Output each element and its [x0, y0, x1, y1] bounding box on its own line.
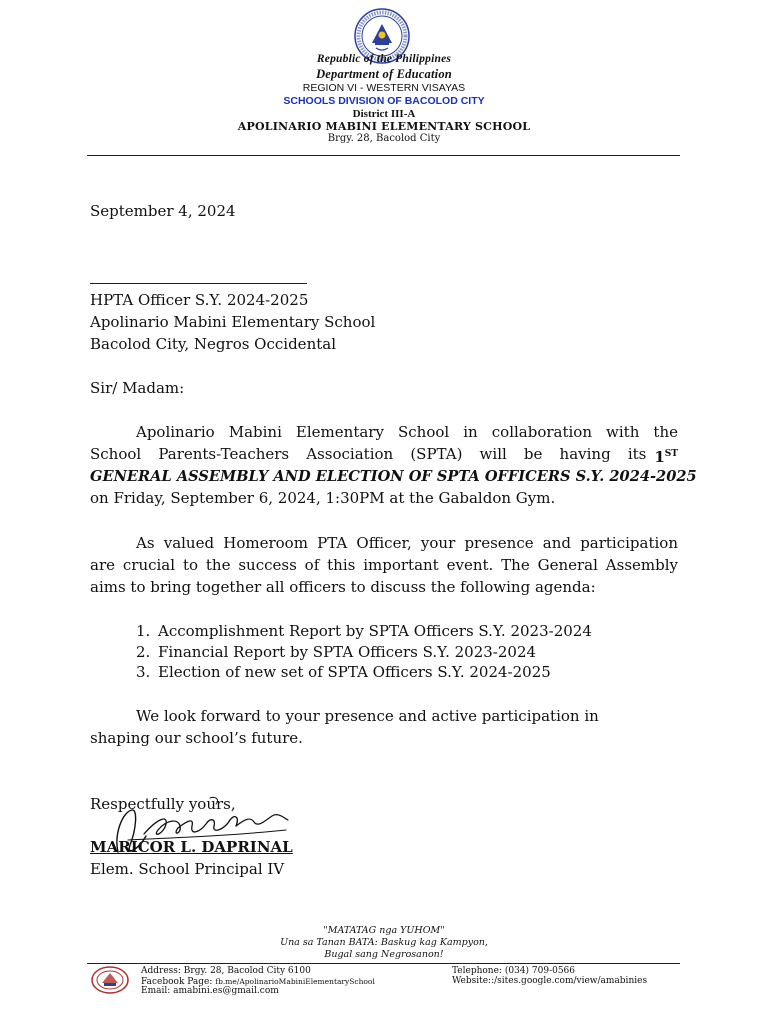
agenda-text: Financial Report by SPTA Officers S.Y. 2023-2024 [158, 643, 537, 661]
paragraph-1-line-1: Apolinario Mabini Elementary School in collaboration with the [136, 423, 678, 441]
agenda-item-3 [136, 662, 656, 683]
recipient-line-1: HPTA Officer S.Y. 2024-2025 [90, 291, 309, 309]
footer-telephone: Telephone: (034) 709-0566 [452, 966, 576, 976]
handwritten-signature [108, 790, 298, 870]
republic-line: Republic of the Philippines [316, 53, 452, 65]
paragraph-1-line-4: on Friday, September 6, 2024, 1:30PM at the Gabaldon Gym. [90, 489, 556, 507]
motto-line-2: Una sa Tanan BATA: Baskug kag Kampyon, [280, 937, 488, 948]
footer-facebook-link[interactable]: fb.me/ApolinarioMabiniElementarySchool [215, 977, 375, 986]
letter-date: September 4, 2024 [90, 202, 236, 220]
assembly-ordinal-number: 1 [654, 448, 665, 466]
paragraph-1-line-2 [90, 444, 678, 469]
recipient-line-3: Bacolod City, Negros Occidental [90, 335, 336, 353]
signer-title: Elem. School Principal IV [90, 860, 285, 878]
paragraph-2-line-2: are crucial to the success of this important event. The General Assembly [90, 556, 678, 574]
paragraph-2-line-3: aims to bring together all officers to discuss the following agenda: [90, 578, 596, 596]
footer-facebook-label: Facebook Page: [141, 977, 213, 987]
division-line: SCHOOLS DIVISION OF BACOLOD CITY [283, 95, 485, 107]
school-logo-icon [90, 965, 130, 995]
department-line: Department of Education [316, 67, 452, 81]
school-name-line: APOLINARIO MABINI ELEMENTARY SCHOOL [237, 120, 531, 133]
agenda-text: Election of new set of SPTA Officers S.Y. 2024-2025 [158, 663, 551, 681]
recipient-name-blank [90, 283, 307, 284]
paragraph-3-line-1: We look forward to your presence and active participation in [136, 707, 599, 725]
paragraph-3-line-2: shaping our school’s future. [90, 729, 303, 747]
assembly-ordinal-suffix: ST [664, 449, 678, 459]
agenda-number: 1. [136, 622, 151, 640]
district-line: District III-A [352, 108, 416, 120]
barangay-line: Brgy. 28, Bacolod City [327, 133, 441, 144]
region-line: REGION VI - WESTERN VISAYAS [302, 82, 466, 94]
agenda-item-1 [136, 621, 656, 642]
paragraph-1-line-2-text: School Parents-Teachers Association (SPTA) will be having its [90, 445, 647, 463]
agenda-number: 2. [136, 643, 151, 661]
footer-website[interactable]: Website::/sites.google.com/view/amabinies [452, 976, 648, 986]
paragraph-2-line-1: As valued Homeroom PTA Officer, your presence and participation [136, 534, 678, 552]
footer-divider [87, 963, 680, 964]
assembly-title: GENERAL ASSEMBLY AND ELECTION OF SPTA OFFICERS S.Y. 2024-2025 [90, 468, 697, 485]
agenda-item-2 [136, 642, 656, 663]
header-divider [87, 155, 680, 156]
agenda-number: 3. [136, 663, 151, 681]
closing: Respectfully yours, [90, 795, 236, 813]
motto-line-3: Bugal sang Negrosanon! [324, 949, 444, 960]
salutation: Sir/ Madam: [90, 379, 185, 397]
footer-email[interactable]: Email: amabini.es@gmail.com [141, 986, 279, 996]
signer-name: MARICOR L. DAPRINAL [90, 838, 293, 856]
motto-line-1: "MATATAG nga YUHOM" [323, 925, 445, 936]
agenda-text: Accomplishment Report by SPTA Officers S.Y. 2023-2024 [158, 622, 592, 640]
footer-address: Address: Brgy. 28, Bacolod City 6100 [141, 966, 311, 976]
recipient-line-2: Apolinario Mabini Elementary School [90, 313, 376, 331]
assembly-ordinal [654, 444, 678, 469]
